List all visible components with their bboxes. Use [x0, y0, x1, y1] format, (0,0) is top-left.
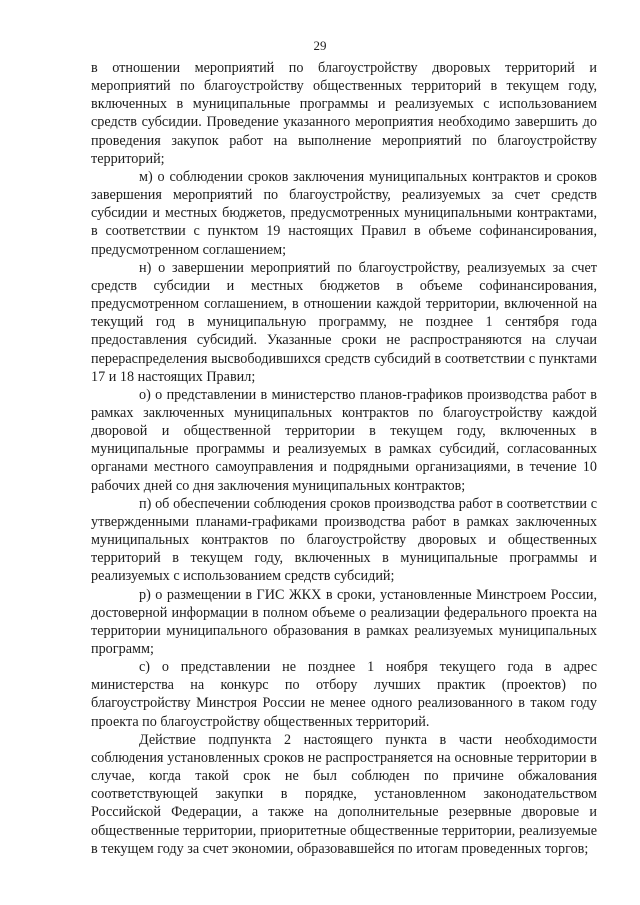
paragraph-item-n: н) о завершении мероприятий по благоустройству, реализуемых за счет средств субсидии и местных бюджетов в объеме софинансирования, предусмотренном соглашением, в отношении каждой территории, включенной на текущий год в муниципальную программу, не позднее 1 сентября года предоставления субсидий. Указанные сроки не распространяются на случаи перераспределения высвободившихся средств субсидий в соответствии с пунктами 17 и 18 настоящих Правил;	[91, 259, 597, 385]
paragraph-continuation: в отношении мероприятий по благоустройству дворовых территорий и мероприятий по благоустройству общественных территорий в текущем году, включенных в муниципальные программы и реализуемых с использованием средств субсидии. Проведение указанного мероприятия необходимо завершить до проведения закупок работ на выполнение мероприятий по благоустройству территорий;	[91, 60, 597, 167]
paragraph-item-r: р) о размещении в ГИС ЖКХ в сроки, установленные Минстроем России, достоверной информации в полном объеме о реализации федерального проекта на территории муниципального образования в рамках реализуемых муниципальных программ;	[91, 586, 597, 657]
paragraph-item-m: м) о соблюдении сроков заключения муниципальных контрактов и сроков завершения мероприятий по благоустройству, реализуемых за счет средств субсидии и местных бюджетов, предусмотренных муниципальными контрактами, в соответствии с пунктом 19 настоящих Правил в объеме софинансирования, предусмотренном соглашением;	[91, 168, 597, 258]
page-number: 29	[313, 38, 327, 53]
paragraph-item-p: п) об обеспечении соблюдения сроков производства работ в соответствии с утвержденными планами-графиками производства работ в рамках заключенных муниципальных контрактов по благоустройству дворовых и общественных территорий в текущем году, включенных в муниципальные программы и реализуемых с использованием средств субсидий;	[91, 495, 597, 585]
paragraph-item-s: с) о представлении не позднее 1 ноября текущего года в адрес министерства на конкурс по отбору лучших практик (проектов) по благоустройству Минстроя России не менее одного реализованного в таком году проекта по благоустройству общественных территорий.	[91, 659, 597, 730]
paragraph-exception: Действие подпункта 2 настоящего пункта в части необходимости соблюдения установленных сроков не распространяется на основные территории в случае, когда такой срок не был соблюден по причине обжалования соответствующей закупки в порядке, установленном законодательством Российской Федерации, а также на дополнительные резервные дворовые и общественные территории, приоритетные общественные территории, реализуемые в текущем году за счет экономии, образовавшейся по итогам проведенных торгов;	[91, 731, 597, 857]
document-body	[91, 59, 597, 858]
paragraph-item-o: о) о представлении в министерство планов-графиков производства работ в рамках заключенных муниципальных контрактов по благоустройству каждой дворовой и общественной территории в текущем году, включенных в муниципальные программы и реализуемых в рамках субсидий, согласованных органами местного самоуправления и подрядными организациями, в течение 10 рабочих дней со дня заключения муниципальных контрактов;	[91, 386, 597, 494]
